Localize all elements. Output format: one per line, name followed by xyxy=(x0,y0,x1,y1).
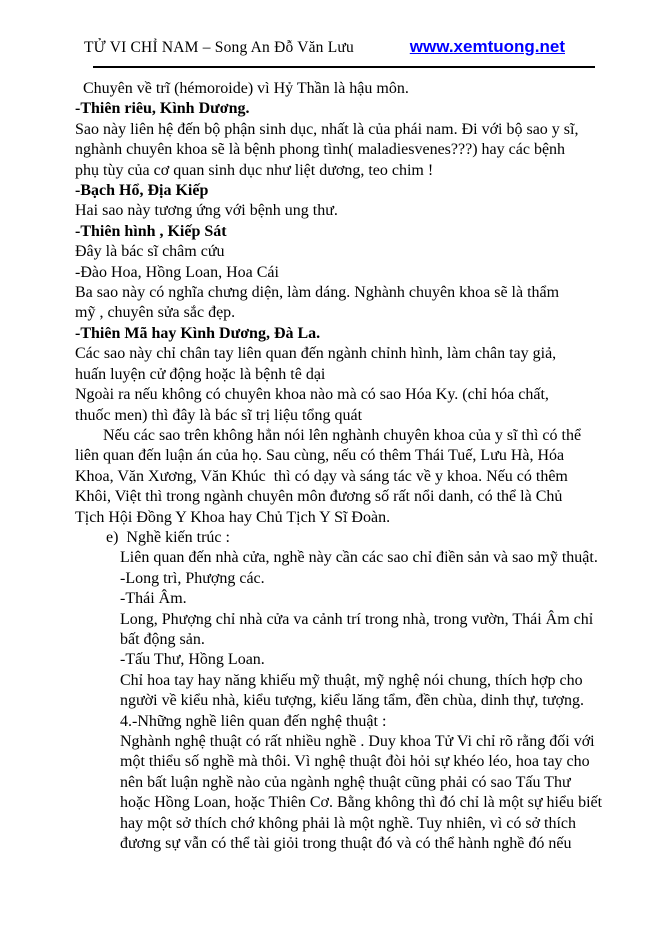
text-line: Các sao này chỉ chân tay liên quan đến ngành chỉnh hình, làm chân tay giả, xyxy=(75,345,557,363)
text-line: Liên quan đến nhà cửa, nghề này cần các sao chỉ điền sản và sao mỹ thuật. xyxy=(120,549,598,567)
text-line: Chỉ hoa tay hay năng khiếu mỹ thuật, mỹ nghệ nói chung, thích hợp cho xyxy=(120,671,583,689)
text-line: nên bất luận nghề nào của ngành nghệ thuật cũng phải có sao Tấu Thư xyxy=(120,773,571,791)
text-line: Nếu các sao trên không hẳn nói lên nghành chuyên khoa của y sĩ thì có thể xyxy=(103,426,582,444)
text-line: Khôi, Việt thì trong ngành chuyên môn đương số rất nổi danh, có thể là Chủ xyxy=(75,488,563,506)
text-line: Ngoài ra nếu không có chuyên khoa nào mà có sao Hóa Ky. (chỉ hóa chất, xyxy=(75,386,549,404)
text-line: Đây là bác sĩ châm cứu xyxy=(75,243,225,261)
heading-line: -Thiên hình , Kiếp Sát xyxy=(75,222,227,240)
text-line: huấn luyện cử động hoặc là bệnh tê dại xyxy=(75,365,326,383)
text-line: phụ tùy của cơ quan sinh dục như liệt dương, teo chim ! xyxy=(75,161,434,179)
text-line: đương sự vẫn có thể tài giỏi trong thuật đó và có thể hành nghề đó nếu xyxy=(120,835,572,853)
text-line: mỹ , chuyên sửa sắc đẹp. xyxy=(75,304,236,322)
text-line: -Long trì, Phượng các. xyxy=(120,569,265,587)
text-line: Long, Phượng chỉ nhà cửa va cảnh trí trong nhà, trong vườn, Thái Âm chỉ xyxy=(120,610,594,628)
text-line: Nghành nghệ thuật có rất nhiều nghề . Duy khoa Tử Vi chỉ rõ rằng đối với xyxy=(120,733,595,750)
text-line: hay một sở thích chớ không phải là một nghề. Tuy nhiên, vì có sở thích xyxy=(120,814,577,832)
text-line: bất động sản. xyxy=(120,630,205,648)
text-line: -Thái Âm. xyxy=(120,590,187,608)
text-line: Khoa, Văn Xương, Văn Khúc thì có dạy và sáng tác về y khoa. Nếu có thêm xyxy=(75,467,568,485)
document-body xyxy=(75,79,635,854)
text-line: nghành chuyên khoa sẽ là bệnh phong tình( maladiesvenes???) hay các bệnh xyxy=(75,141,566,159)
text-line: một thiểu số nghề mà thôi. Vì nghệ thuật đòi hỏi sự khéo léo, hoa tay cho xyxy=(120,753,590,771)
text-line: -Đào Hoa, Hồng Loan, Hoa Cái xyxy=(75,263,279,281)
text-line: Sao này liên hệ đến bộ phận sinh dục, nhất là của phái nam. Đi với bộ sao y sĩ, xyxy=(75,120,579,138)
text-line: người về kiểu nhà, kiểu tượng, kiểu lăng tẩm, đền chùa, dinh thự, tượng. xyxy=(120,692,584,710)
text-line: Tịch Hội Đồng Y Khoa hay Chủ Tịch Y Sĩ Đoàn. xyxy=(75,508,391,526)
heading-line: -Bạch Hổ, Địa Kiếp xyxy=(75,182,209,200)
text-line: liên quan đến luận án của họ. Sau cùng, nếu có thêm Thái Tuế, Lưu Hà, Hóa xyxy=(75,447,565,465)
text-line: Ba sao này có nghĩa chưng diện, làm dáng. Nghành chuyên khoa sẽ là thẩm xyxy=(75,284,560,302)
text-line: thuốc men) thì đây là bác sĩ trị liệu tổng quát xyxy=(75,406,363,424)
header-divider xyxy=(93,66,595,68)
document-title: TỬ VI CHỈ NAM – Song An Đỗ Văn Lưu xyxy=(84,39,354,56)
heading-line: -Thiên Mã hay Kình Dương, Đà La. xyxy=(75,324,321,342)
page-header xyxy=(84,0,565,57)
text-line: Hai sao này tương ứng với bệnh ung thư. xyxy=(75,202,338,220)
text-line: e) Nghề kiến trúc : xyxy=(106,528,230,546)
text-line: hoặc Hồng Loan, hoặc Thiên Cơ. Bằng không thì đó chỉ là một sự hiểu biết xyxy=(120,794,603,812)
heading-line: -Thiên riêu, Kình Dương. xyxy=(75,100,250,118)
text-line: -Tấu Thư, Hồng Loan. xyxy=(120,651,265,669)
text-line: 4.-Những nghề liên quan đến nghệ thuật : xyxy=(120,712,387,730)
website-link[interactable]: www.xemtuong.net xyxy=(409,37,565,56)
text-line: Chuyên về trĩ (hémoroide) vì Hỷ Thần là hậu môn. xyxy=(83,80,409,97)
